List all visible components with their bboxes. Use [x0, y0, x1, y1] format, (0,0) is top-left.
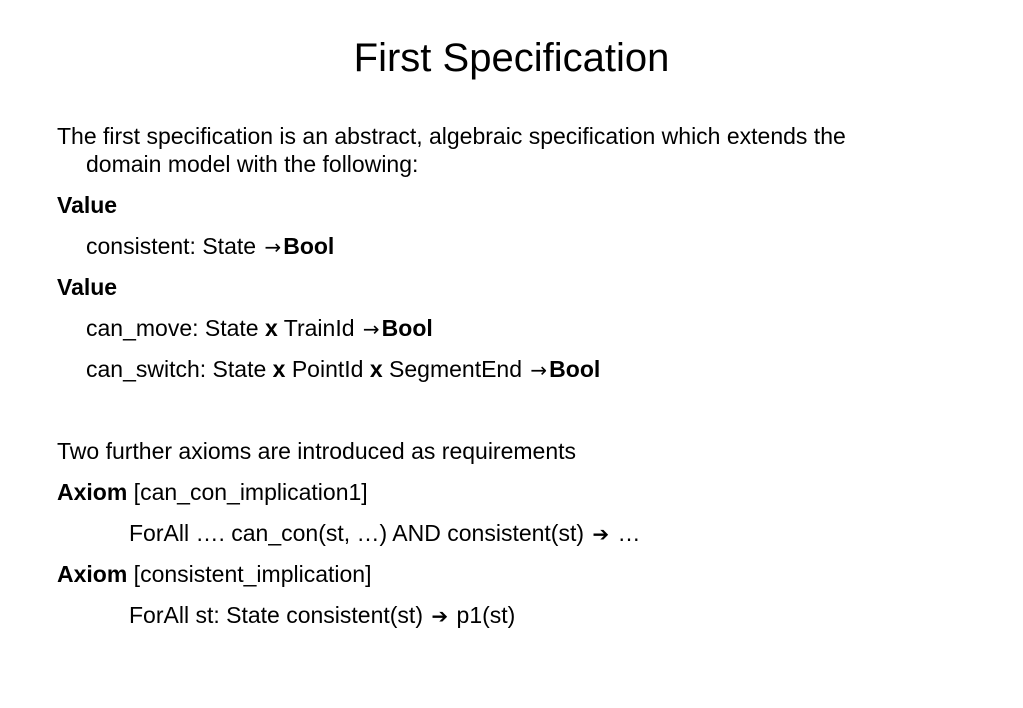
- can-switch-signature: [86, 355, 600, 384]
- consistent-signature-name: consistent: State: [86, 233, 263, 259]
- product-operator: x: [272, 356, 286, 382]
- consistent-signature: [86, 232, 334, 261]
- axioms-intro: Two further axioms are introduced as requirements: [57, 438, 577, 464]
- axiom-keyword: Axiom: [57, 479, 128, 505]
- can-switch-mid-1: PointId: [285, 356, 370, 382]
- axiom-1-body: [129, 519, 641, 548]
- can-move-signature: [86, 314, 433, 343]
- can-move-mid: TrainId: [277, 315, 361, 341]
- axiom-2-body-text: ForAll st: State consistent(st): [129, 602, 430, 628]
- bool-type: Bool: [549, 356, 601, 382]
- axiom-1-header: [57, 478, 368, 506]
- intro-line-1: The first specification is an abstract, algebraic specification which extends the: [57, 123, 846, 149]
- bool-type: Bool: [381, 315, 433, 341]
- bool-type: Bool: [283, 233, 335, 259]
- can-switch-mid-2: SegmentEnd: [382, 356, 529, 382]
- axiom-2-name: [consistent_implication]: [127, 561, 372, 587]
- slide-title: First Specification: [353, 36, 670, 80]
- arrow-icon: →: [362, 317, 380, 341]
- value-keyword-2: Value: [57, 274, 118, 300]
- arrow-icon: →: [530, 358, 548, 382]
- heavy-arrow-icon: ➔: [431, 604, 449, 628]
- product-operator: x: [369, 356, 383, 382]
- arrow-icon: →: [264, 235, 282, 259]
- heavy-arrow-icon: ➔: [592, 522, 610, 546]
- axiom-2-body-tail: p1(st): [450, 602, 516, 628]
- can-switch-prefix: can_switch: State: [86, 356, 273, 382]
- axiom-1-name: [can_con_implication1]: [127, 479, 368, 505]
- intro-line-2: domain model with the following:: [86, 151, 419, 177]
- axiom-2-body: [129, 601, 515, 630]
- axiom-1-body-text: ForAll …. can_con(st, …) AND consistent(st): [129, 520, 591, 546]
- can-move-prefix: can_move: State: [86, 315, 265, 341]
- axiom-keyword: Axiom: [57, 561, 128, 587]
- axiom-2-header: [57, 560, 371, 588]
- axiom-1-body-tail: …: [611, 520, 641, 546]
- value-keyword-1: Value: [57, 192, 118, 218]
- product-operator: x: [265, 315, 278, 341]
